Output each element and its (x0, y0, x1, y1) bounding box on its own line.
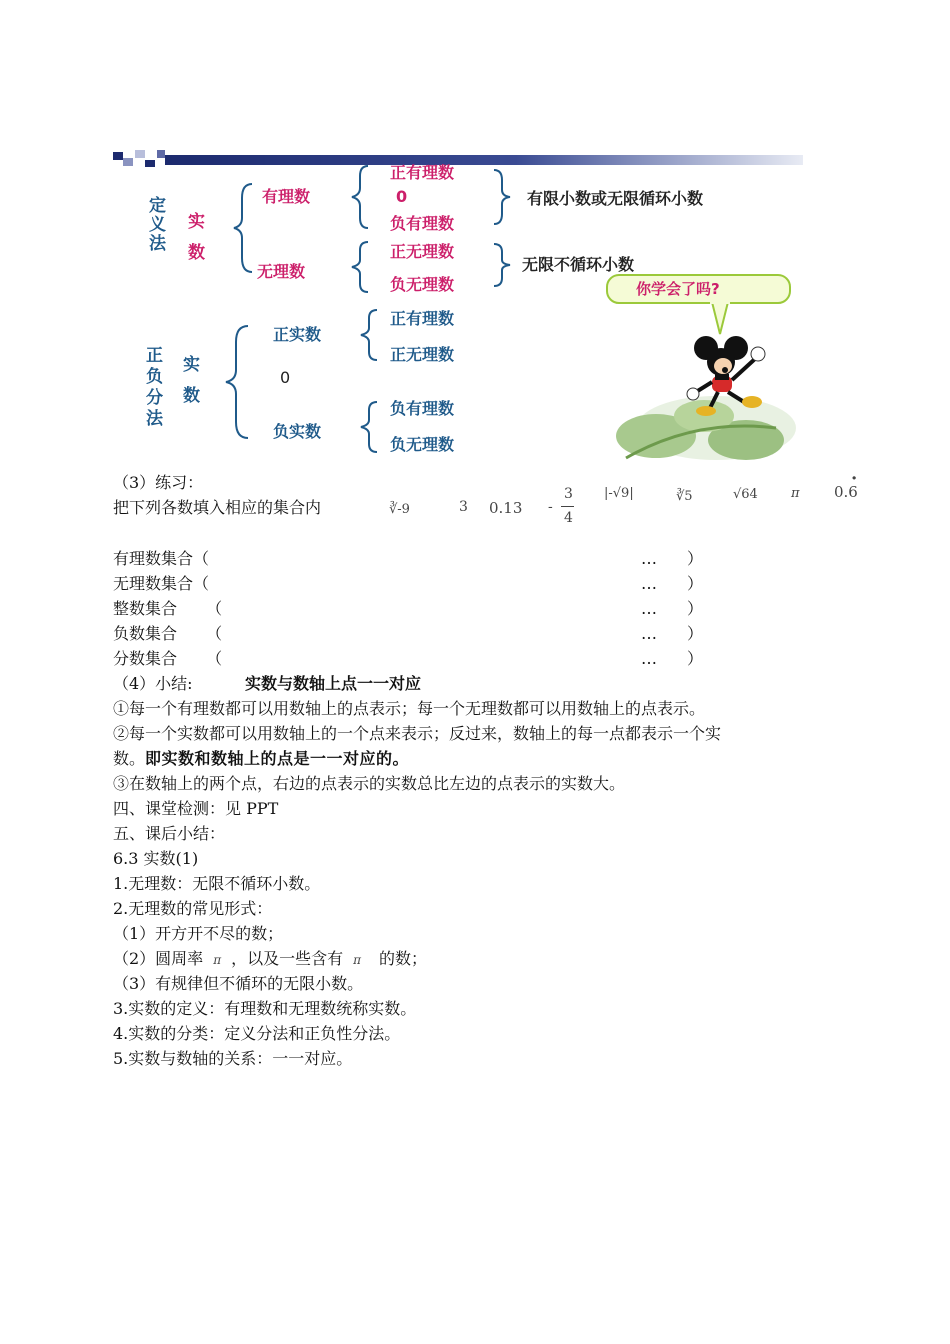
set-label-fraction: 分数集合 （ (113, 649, 223, 668)
lesson-point-4: 4.实数的分类：定义分法和正负性分法。 (113, 1024, 401, 1043)
positive-rational-label-1: 正有理数 (390, 163, 455, 182)
set-label-rational: 有理数集合（ (113, 549, 210, 568)
lesson-point-2b (113, 947, 427, 972)
section-class-test: 四、课堂检测：见 PPT (113, 799, 279, 818)
summary-point-2b-text: 数。 (113, 749, 146, 768)
brace-graphic-negative (357, 398, 383, 454)
lesson-title: 6.3 实数(1) (113, 849, 199, 868)
summary-point-1: ①每一个有理数都可以用数轴上的点表示；每一个无理数都可以用数轴上的点表示。 (113, 699, 706, 718)
positive-irrational-label-1: 正无理数 (390, 242, 455, 261)
summary-point-2b (113, 747, 409, 771)
positive-rational-label-2: 正有理数 (390, 309, 455, 328)
set-close: ） (687, 599, 704, 618)
lesson-point-2: 2.无理数的常见形式： (113, 899, 273, 918)
set-close: ） (687, 624, 704, 643)
number-3: 3 (459, 499, 468, 515)
exercise-heading: （3）练习： (113, 473, 204, 492)
set-row-fraction (113, 647, 713, 672)
lesson-point-2b-part3: 的数； (378, 949, 427, 968)
nonrepeating-decimal-label: 无限不循环小数 (522, 255, 635, 274)
repeating-dot: · (851, 468, 858, 489)
fraction-denominator: 4 (564, 510, 573, 526)
number-0-13: 0.13 (489, 499, 523, 517)
fraction-bar (561, 506, 574, 507)
definition-method-label: 定义法 (145, 196, 165, 253)
set-ellipsis: … (641, 549, 657, 568)
set-close: ） (687, 649, 704, 668)
set-close: ） (687, 574, 704, 593)
header-bar-graphic (113, 148, 803, 168)
negative-rational-label-2: 负有理数 (390, 399, 455, 418)
brace-graphic-positive (357, 306, 383, 362)
number-pi: π (791, 486, 800, 501)
lesson-point-1: 1.无理数：无限不循环小数。 (113, 874, 321, 893)
negative-rational-label-1: 负有理数 (390, 214, 455, 233)
negative-irrational-label-2: 负无理数 (390, 435, 455, 454)
summary-point-3: ③在数轴上的两个点，右边的点表示的实数总比左边的点表示的实数大。 (113, 774, 626, 793)
set-row-rational (113, 547, 713, 572)
real-number-label-2: 实数 (179, 355, 199, 417)
set-row-negative (113, 622, 713, 647)
brace-graphic-rational (348, 162, 374, 232)
lesson-point-2b-part2: ，以及一些含有 (231, 949, 344, 968)
slide-header-bar (113, 148, 803, 168)
summary-title: 实数与数轴上点一一对应 (245, 674, 422, 693)
brace-graphic-right (490, 166, 516, 228)
real-number-label-1: 实数 (184, 212, 204, 274)
lesson-point-2b-part1: （2）圆周率 (113, 949, 204, 968)
set-list (113, 547, 713, 672)
number-abs-sqrt9: |-√9| (604, 486, 634, 501)
cartoon-mouse-illustration (596, 318, 806, 468)
summary-point-2-emphasis: 即实数和数轴上的点是一一对应的。 (145, 749, 410, 768)
brace-graphic-irrational (348, 238, 374, 294)
summary-point-2a: ②每一个实数都可以用数轴上的一个点来表示；反过来，数轴上的每一点都表示一个实 (113, 724, 722, 743)
exercise-instruction: 把下列各数填入相应的集合内 (113, 498, 322, 517)
number-0-6-repeating: 0.6 (834, 483, 858, 501)
summary-heading: （4）小结: (113, 674, 193, 693)
brace-graphic-upper (230, 180, 260, 280)
zero-label-1: 0 (396, 187, 408, 206)
number-cbrt-neg9: ∛-9 (389, 502, 410, 517)
irrational-label: 无理数 (257, 262, 306, 281)
set-label-negative: 负数集合 （ (113, 624, 223, 643)
number-sqrt64: √64 (733, 487, 758, 502)
bubble-text: 你学会了吗? (636, 280, 720, 298)
positive-real-label: 正实数 (273, 325, 322, 344)
rational-label: 有理数 (262, 187, 311, 206)
zero-label-2: 0 (280, 368, 291, 387)
positive-irrational-label-2: 正无理数 (390, 345, 455, 364)
pi-symbol-2: π (353, 953, 361, 967)
lesson-point-5: 5.实数与数轴的关系：一一对应。 (113, 1049, 353, 1068)
sign-method-label: 正负分法 (142, 346, 162, 430)
brace-graphic-lower (220, 322, 256, 442)
fraction-numerator: 3 (564, 486, 573, 502)
section-after-class-summary: 五、课后小结： (113, 824, 226, 843)
negative-real-label: 负实数 (273, 422, 322, 441)
number-cbrt5: ∛5 (676, 489, 693, 504)
finite-decimal-label: 有限小数或无限循环小数 (527, 189, 704, 208)
set-label-integer: 整数集合 （ (113, 599, 223, 618)
brace-graphic-right-2 (490, 240, 514, 290)
negative-irrational-label-1: 负无理数 (390, 275, 455, 294)
set-close: ） (687, 549, 704, 568)
lesson-point-2a: （1）开方开不尽的数； (113, 924, 284, 943)
set-ellipsis: … (641, 574, 657, 593)
set-ellipsis: … (641, 624, 657, 643)
set-ellipsis: … (641, 599, 657, 618)
set-row-integer (113, 597, 713, 622)
lesson-point-2c: （3）有规律但不循环的无限小数。 (113, 974, 364, 993)
set-ellipsis: … (641, 649, 657, 668)
lesson-point-3: 3.实数的定义：有理数和无理数统称实数。 (113, 999, 417, 1018)
pi-symbol-1: π (213, 953, 222, 967)
set-row-irrational (113, 572, 713, 597)
set-label-irrational: 无理数集合（ (113, 574, 210, 593)
number-minus-sign: - (548, 499, 553, 515)
